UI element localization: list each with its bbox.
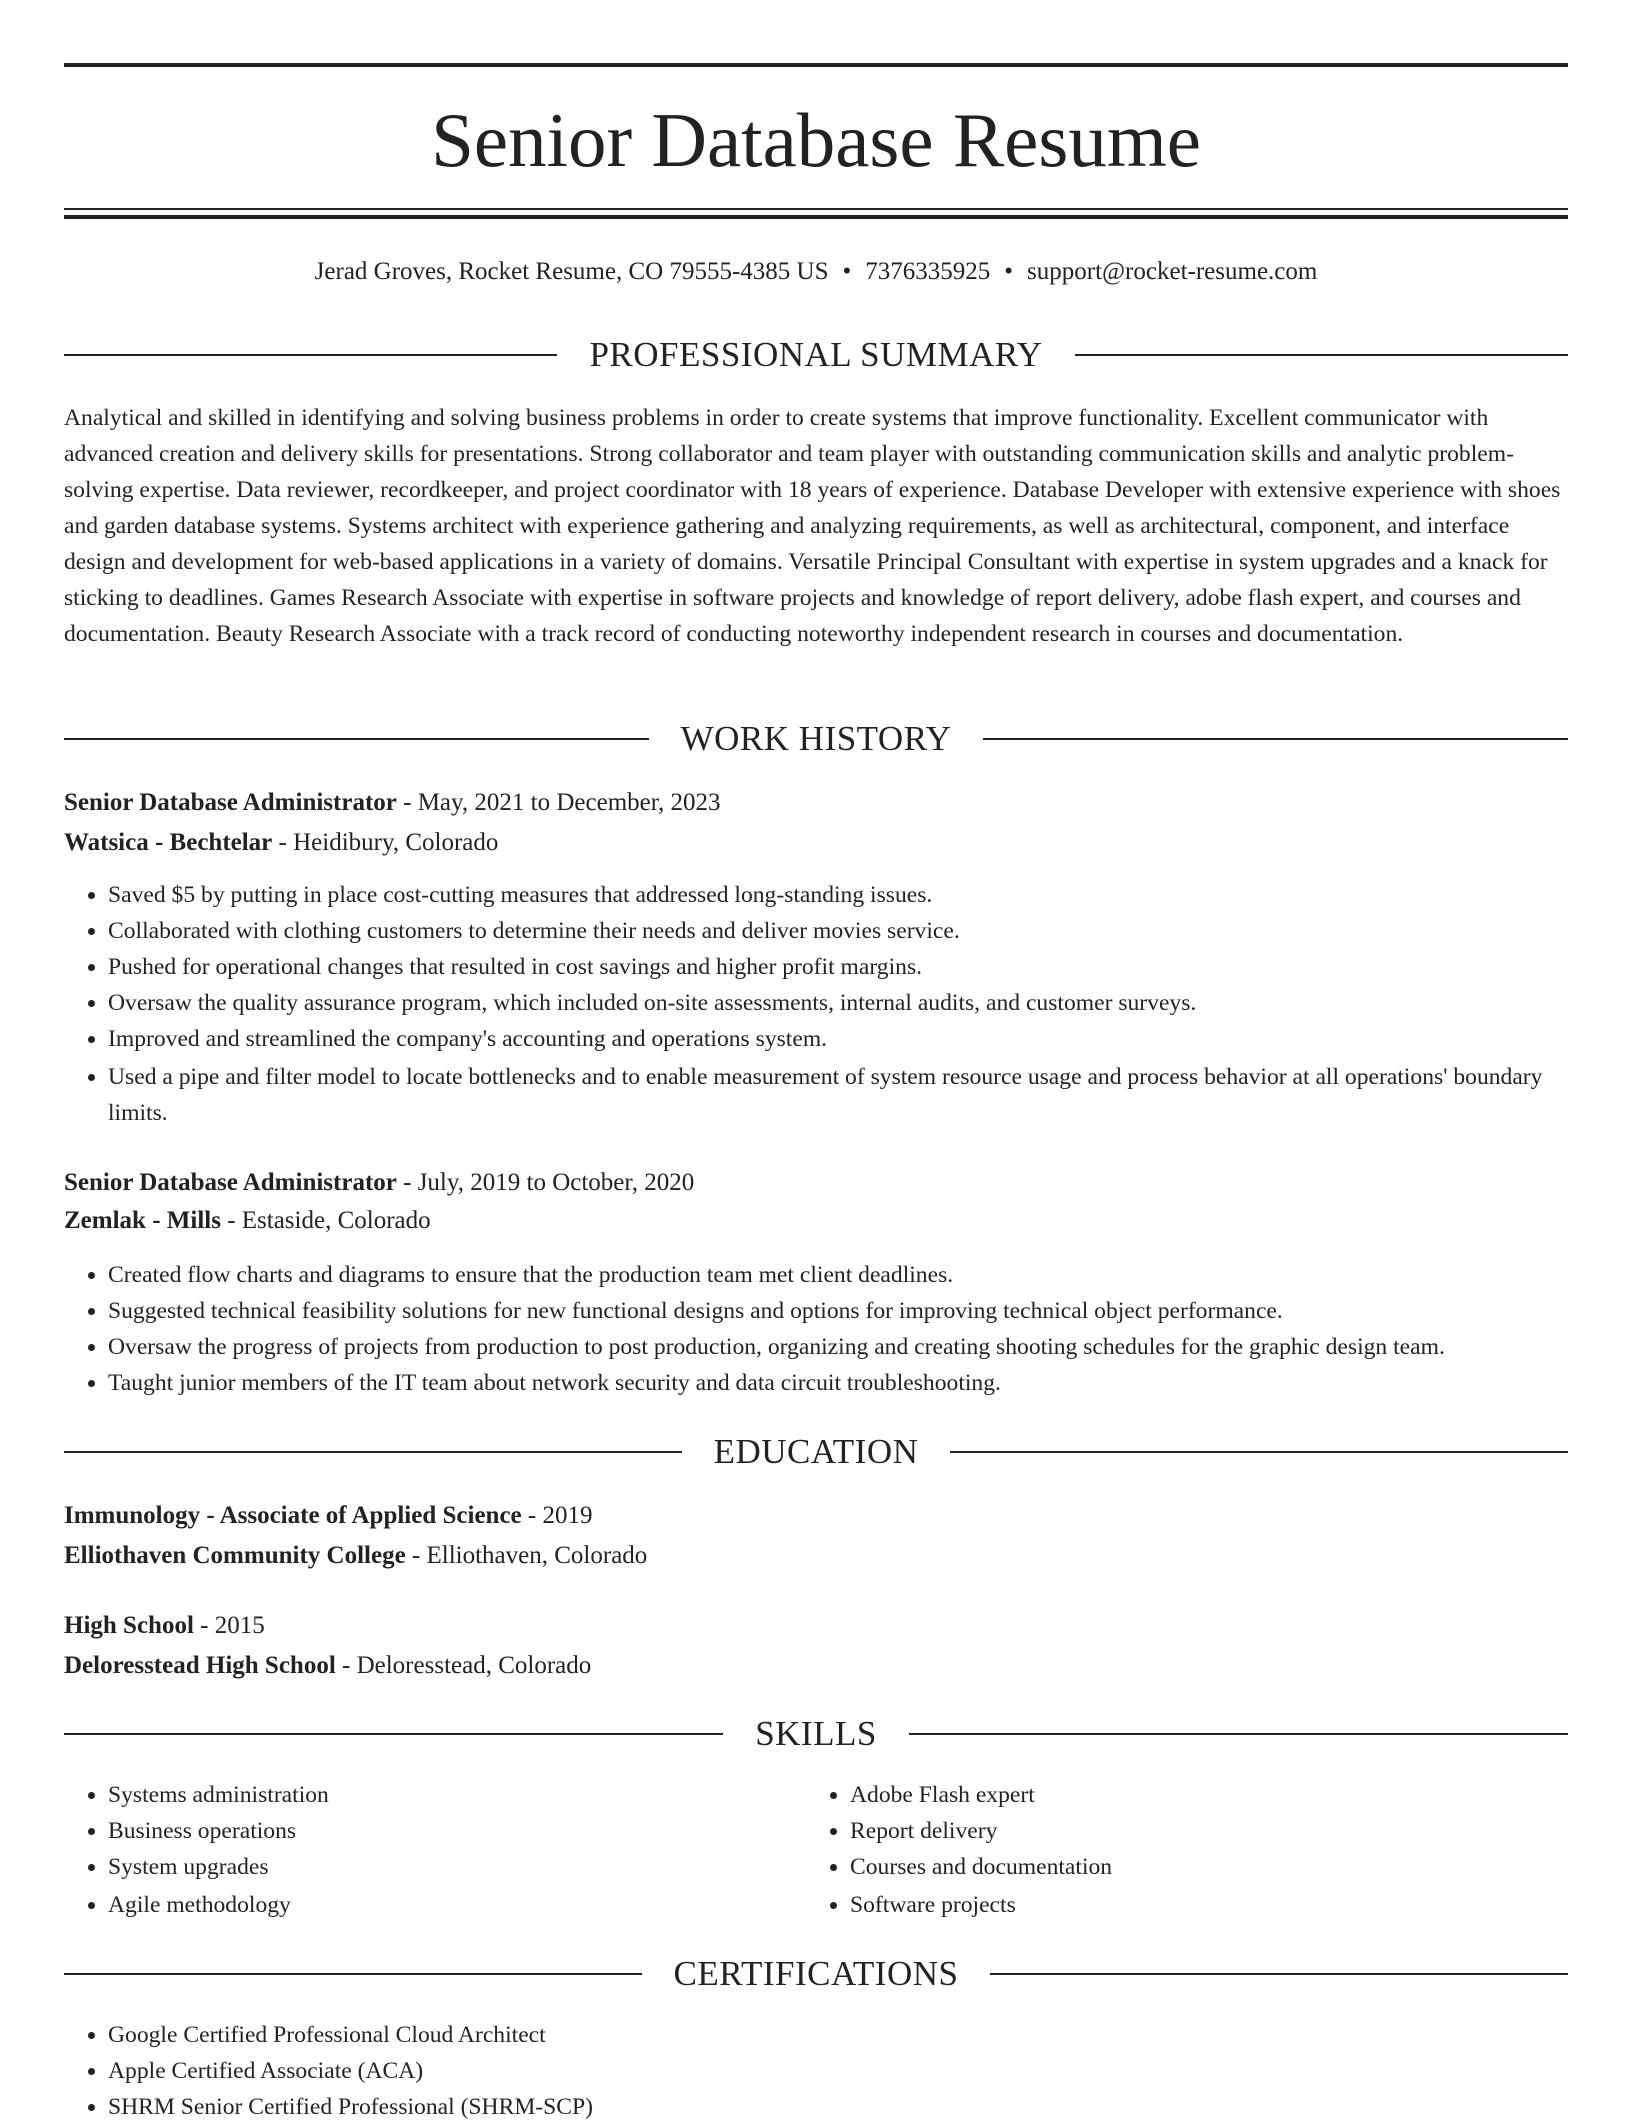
certifications-list — [64, 2017, 1568, 2125]
heading-rule — [909, 1733, 1568, 1735]
list-item: • System upgrades — [108, 1849, 798, 1885]
contact-separator: • — [842, 258, 852, 285]
job-company: Zemlak - Mills — [64, 1207, 221, 1234]
header-bottom-rule-thick — [64, 215, 1568, 219]
list-item: • Improved and streamlined the company's accounting and operations system. — [108, 1021, 1568, 1057]
list-item: • Oversaw the progress of projects from production to post production, organizing and creating shooting schedules for the graphic design team. — [108, 1329, 1568, 1365]
skills-list-left — [64, 1777, 798, 1923]
list-item: • Oversaw the quality assurance program, which included on-site assessments, internal audits, and customer surveys. — [108, 985, 1568, 1021]
section-heading-summary — [64, 331, 1568, 379]
education-location: - Deloresstead, Colorado — [335, 1652, 592, 1679]
education-location: - Elliothaven, Colorado — [405, 1542, 648, 1569]
heading-label: SKILLS — [755, 1714, 877, 1753]
heading-rule — [990, 1973, 1568, 1975]
education-degree: High School — [64, 1612, 194, 1639]
summary-text: Analytical and skilled in identifying and solving business problems in order to create systems that improve functionality. Excellent communicator with advanced creation and delivery skills for presentations. Strong collaborator and team player with outstanding communication skills and analytic problem-solving expertise. Data reviewer, recordkeeper, and project coordinator with 18 years of experience. Database Developer with extensive experience with shoes and garden database systems. Systems architect with experience gathering and analyzing requirements, as well as architectural, component, and interface design and development for web-based applications in a variety of domains. Versatile Principal Consultant with expertise in system upgrades and a knack for sticking to deadlines. Games Research Associate with expertise in software projects and knowledge of report delivery, adobe flash expert, and courses and documentation. Beauty Research Associate with a track record of conducting noteworthy independent research in courses and documentation. — [64, 405, 1561, 647]
job-title: Senior Database Administrator — [64, 789, 397, 816]
heading-rule — [1075, 354, 1568, 356]
job-company-line — [64, 1201, 1568, 1241]
heading-rule — [64, 354, 557, 356]
contact-address: Jerad Groves, Rocket Resume, CO 79555-4385 US — [314, 258, 829, 285]
job-dates: - May, 2021 to December, 2023 — [396, 789, 721, 816]
list-item: • Courses and documentation — [850, 1849, 1540, 1885]
contact-line — [64, 252, 1568, 292]
contact-phone: 7376335925 — [865, 258, 991, 285]
job-bullets — [64, 877, 1568, 1131]
list-item: • Suggested technical feasibility solutions for new functional designs and options for improving technical object performance. — [108, 1293, 1568, 1329]
list-item: • Agile methodology — [108, 1887, 798, 1923]
list-item: • Pushed for operational changes that resulted in cost savings and higher profit margins. — [108, 949, 1568, 985]
education-school: Deloresstead High School — [64, 1652, 336, 1679]
list-item: • Taught junior members of the IT team about network security and data circuit troubleshooting. — [108, 1365, 1568, 1401]
heading-rule — [64, 1451, 682, 1453]
section-heading-skills — [64, 1710, 1568, 1758]
list-item: • Software projects — [850, 1887, 1540, 1923]
section-heading-certifications — [64, 1950, 1568, 1998]
heading-label: EDUCATION — [713, 1432, 919, 1471]
education-school-line — [64, 1536, 1568, 1576]
list-item: • Adobe Flash expert — [850, 1777, 1540, 1813]
education-year: - 2019 — [521, 1502, 593, 1529]
list-item: • Created flow charts and diagrams to ensure that the production team met client deadlines. — [108, 1257, 1568, 1293]
header-bottom-rule-thin — [64, 208, 1568, 210]
list-item: • Apple Certified Associate (ACA) — [108, 2053, 1568, 2089]
heading-rule — [64, 1733, 723, 1735]
heading-rule — [950, 1451, 1568, 1453]
job-title: Senior Database Administrator — [64, 1169, 397, 1196]
heading-rule — [983, 738, 1568, 740]
list-item: • Business operations — [108, 1813, 798, 1849]
job-company: Watsica - Bechtelar — [64, 829, 273, 856]
list-item: • Collaborated with clothing customers to determine their needs and deliver movies service. — [108, 913, 1568, 949]
education-degree: Immunology - Associate of Applied Science — [64, 1502, 522, 1529]
job-location: - Heidibury, Colorado — [272, 829, 499, 856]
list-item: • SHRM Senior Certified Professional (SHRM-SCP) — [108, 2089, 1568, 2125]
job-location: - Estaside, Colorado — [220, 1207, 431, 1234]
list-item: • Systems administration — [108, 1777, 798, 1813]
list-item: • Report delivery — [850, 1813, 1540, 1849]
section-heading-work-history — [64, 715, 1568, 763]
education-school: Elliothaven Community College — [64, 1542, 406, 1569]
education-year: - 2015 — [193, 1612, 265, 1639]
list-item: • Saved $5 by putting in place cost-cutting measures that addressed long-standing issues. — [108, 877, 1568, 913]
list-item: • Used a pipe and filter model to locate bottlenecks and to enable measurement of system resource usage and process behavior at all operations' boundary limits. — [108, 1059, 1568, 1131]
list-item: • Google Certified Professional Cloud Architect — [108, 2017, 1568, 2053]
header-top-rule — [64, 63, 1568, 67]
education-school-line — [64, 1646, 1568, 1686]
section-heading-education — [64, 1428, 1568, 1476]
heading-label: WORK HISTORY — [680, 719, 952, 758]
job-dates: - July, 2019 to October, 2020 — [396, 1169, 695, 1196]
job-title-line — [64, 1163, 1568, 1203]
education-degree-line — [64, 1496, 1568, 1536]
resume-title: Senior Database Resume — [431, 97, 1201, 183]
heading-label: CERTIFICATIONS — [673, 1954, 959, 1993]
job-bullets — [64, 1257, 1568, 1401]
job-title-line — [64, 783, 1568, 823]
skills-list-right — [806, 1777, 1540, 1923]
contact-email: support@rocket-resume.com — [1027, 258, 1318, 285]
heading-label: PROFESSIONAL SUMMARY — [589, 335, 1043, 374]
contact-separator: • — [1004, 258, 1014, 285]
heading-rule — [64, 1973, 642, 1975]
heading-rule — [64, 738, 649, 740]
job-company-line — [64, 823, 1568, 863]
education-degree-line — [64, 1606, 1568, 1646]
